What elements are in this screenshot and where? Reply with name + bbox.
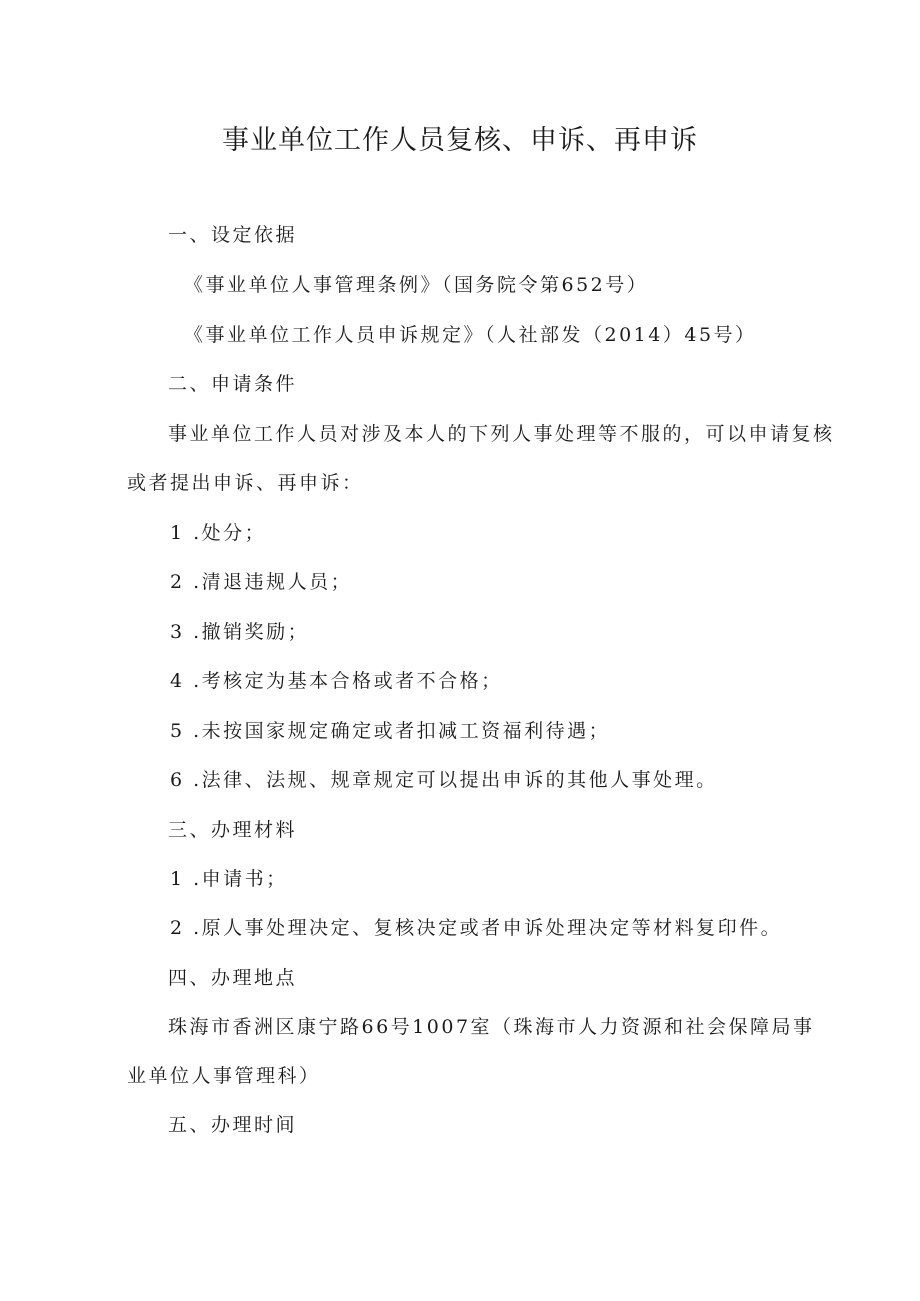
basis-item: 《事业单位人事管理条例》（国务院令第652号） — [184, 274, 649, 296]
condition-item: 3 .撤销奖励； — [170, 621, 310, 643]
location-line-1: 珠海市香洲区康宁路66号1007室（珠海市人力资源和社会保障局事 — [168, 1016, 815, 1038]
section-heading-materials: 三、办理材料 — [168, 819, 298, 841]
document-title: 事业单位工作人员复核、申诉、再申诉 — [222, 125, 698, 156]
condition-item: 1 .处分； — [170, 522, 267, 544]
location-line-2: 业单位人事管理科） — [127, 1065, 321, 1087]
material-item: 1 .申请书； — [170, 868, 288, 890]
condition-item: 5 .未按国家规定确定或者扣减工资福利待遇； — [170, 720, 611, 742]
basis-item: 《事业单位工作人员申诉规定》（人社部发（2014）45号） — [184, 324, 757, 346]
condition-item: 2 .清退违规人员； — [170, 571, 353, 593]
section-heading-hours: 五、办理时间 — [168, 1114, 298, 1136]
conditions-intro-line-2: 或者提出申诉、再申诉： — [127, 472, 364, 494]
section-heading-location: 四、办理地点 — [168, 967, 298, 989]
condition-item: 4 .考核定为基本合格或者不合格； — [170, 670, 503, 692]
section-heading-basis: 一、设定依据 — [168, 224, 298, 246]
conditions-intro-line-1: 事业单位工作人员对涉及本人的下列人事处理等不服的，可以申请复核 — [168, 423, 835, 445]
material-item: 2 .原人事处理决定、复核决定或者申诉处理决定等材料复印件。 — [170, 917, 783, 939]
condition-item: 6 .法律、法规、规章规定可以提出申诉的其他人事处理。 — [170, 769, 718, 791]
section-heading-conditions: 二、申请条件 — [168, 373, 298, 395]
